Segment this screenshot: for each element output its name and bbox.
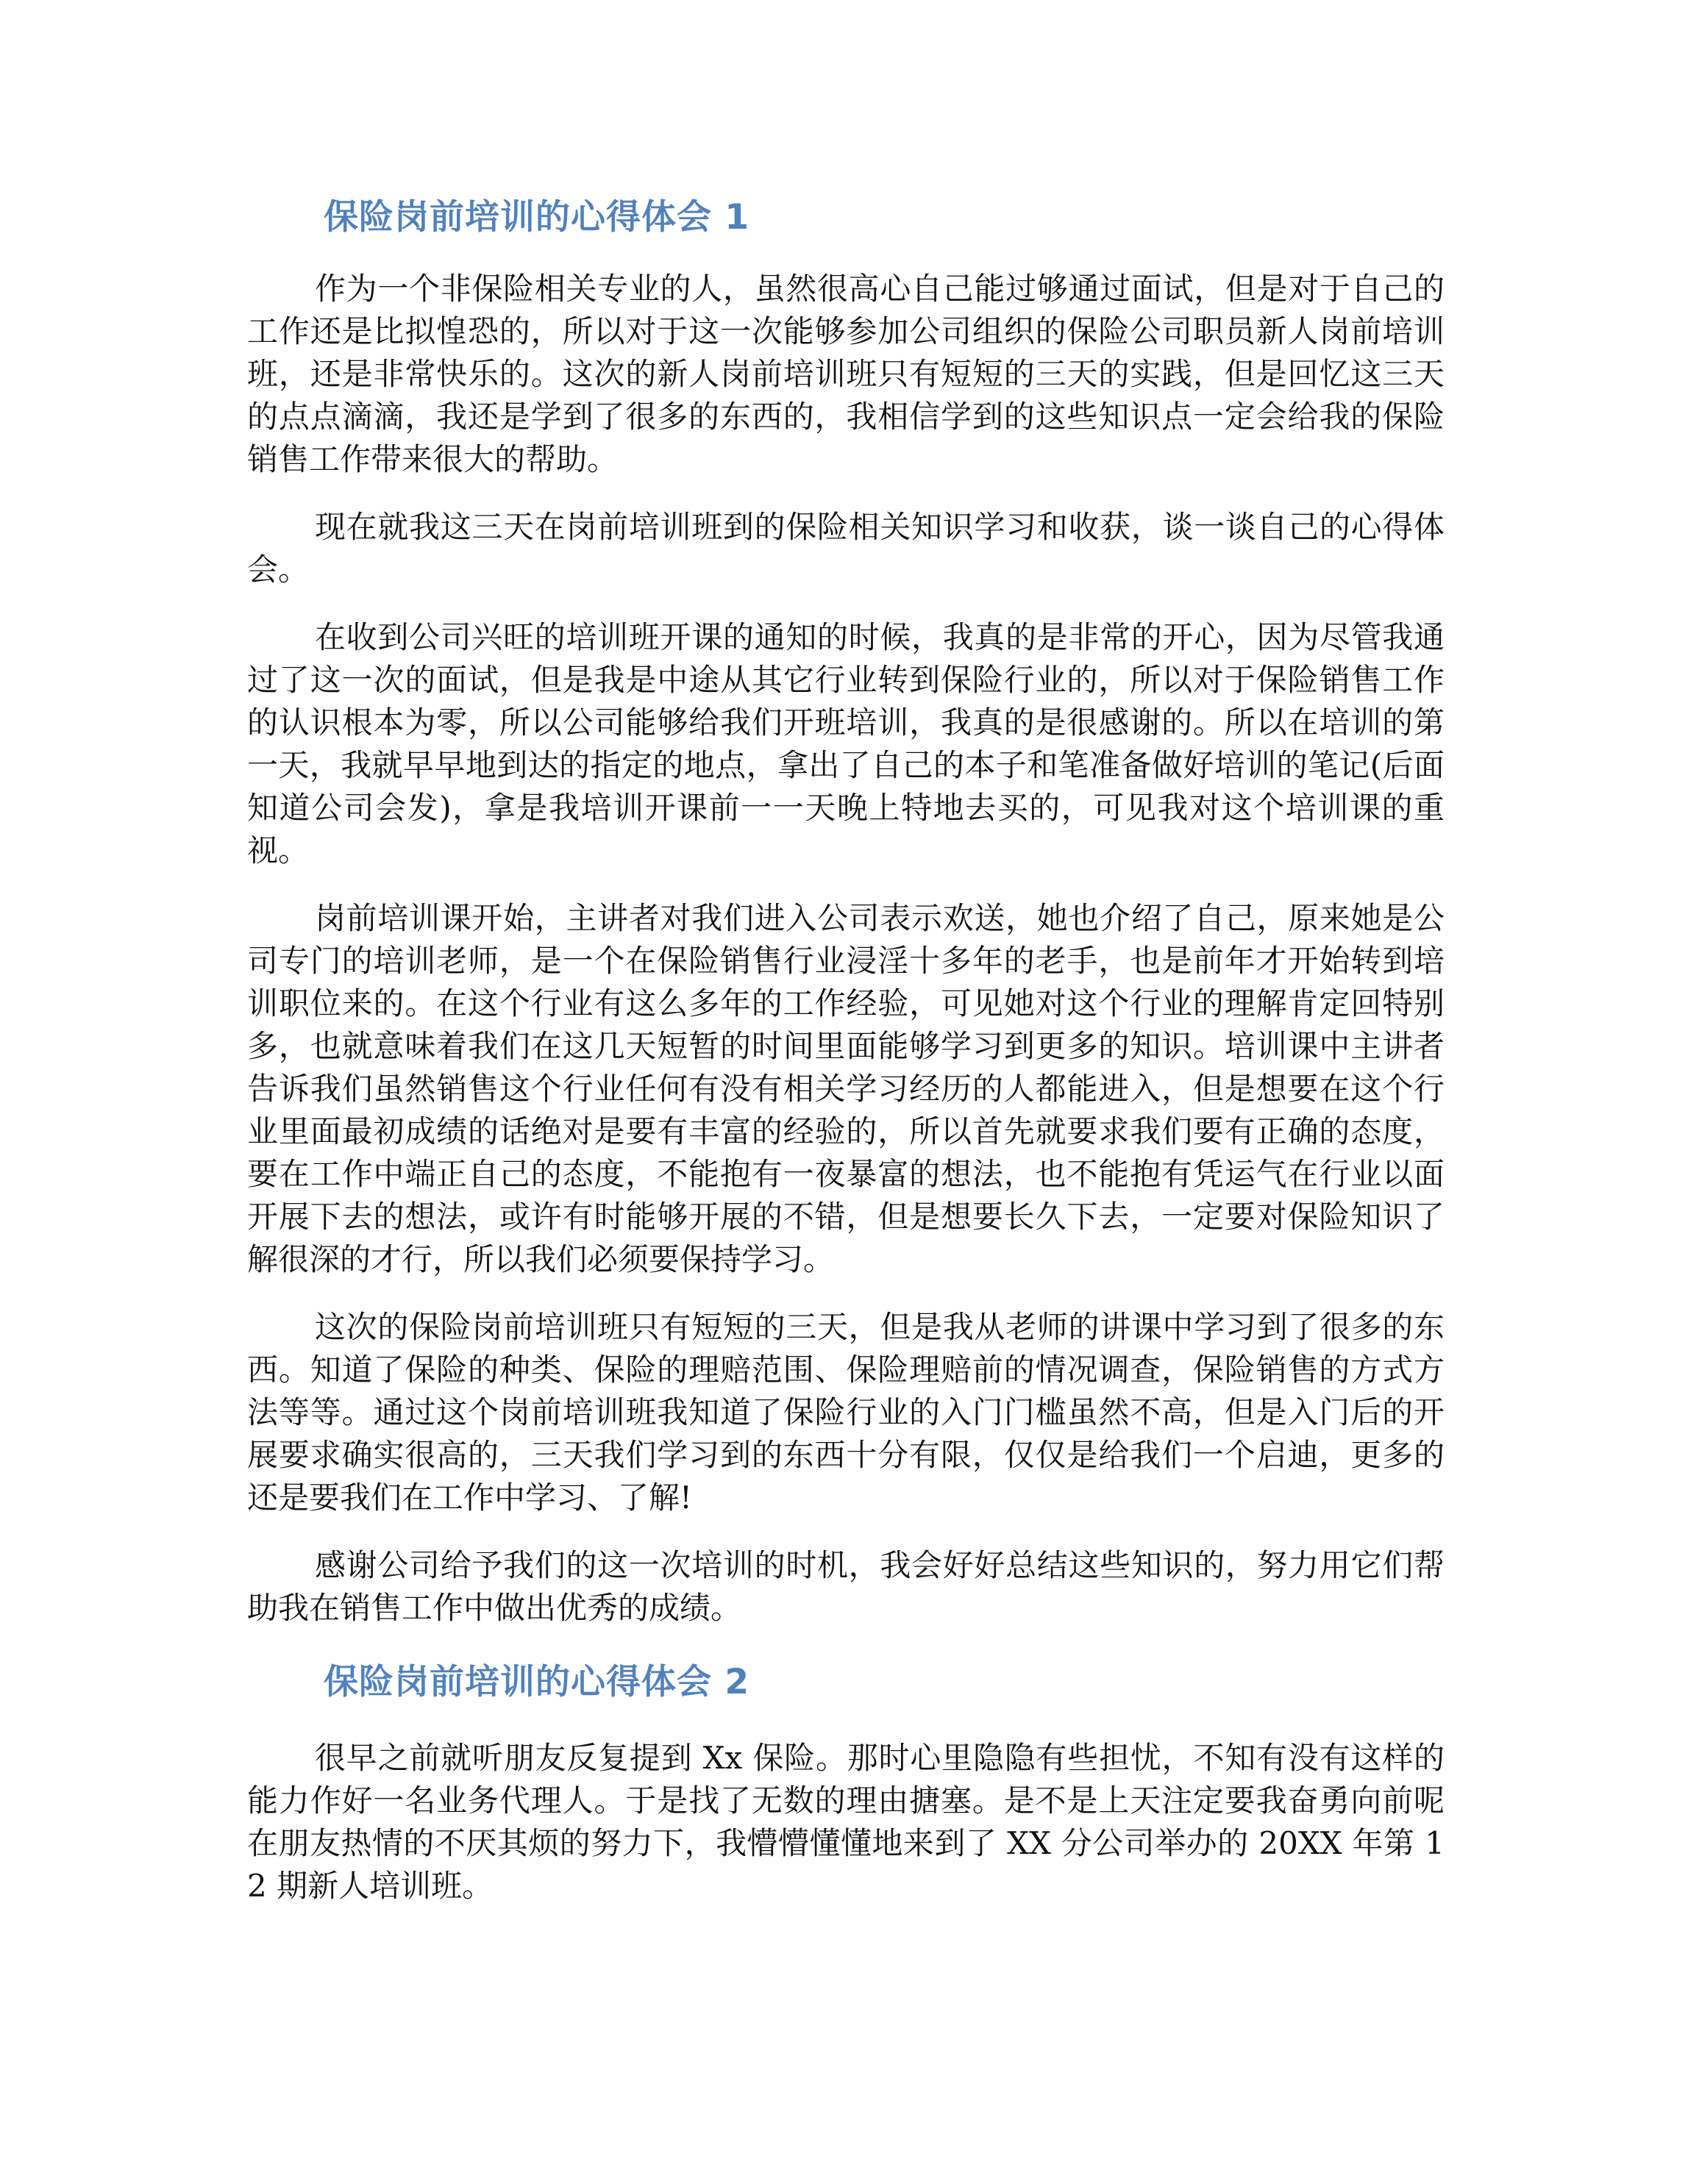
document-body <box>247 190 1476 1933</box>
paragraph: 作为一个非保险相关专业的人，虽然很高心自己能过够通过面试，但是对于自己的工作还是比拟惶恐的，所以对于这一次能够参加公司组织的保险公司职员新人岗前培训班，还是非常快乐的。这次的新人岗前培训班只有短短的三天的实践，但是回忆这三天的点点滴滴，我还是学到了很多的东西的，我相信学到的这些知识点一定会给我的保险销售工作带来很大的帮助。 <box>247 271 1445 477</box>
paragraph: 这次的保险岗前培训班只有短短的三天，但是我从老师的讲课中学习到了很多的东西。知道了保险的种类、保险的理赔范围、保险理赔前的情况调查，保险销售的方式方法等等。通过这个岗前培训班我知道了保险行业的入门门槛虽然不高，但是入门后的开展要求确实很高的，三天我们学习到的东西十分有限，仅仅是给我们一个启迪，更多的还是要我们在工作中学习、了解! <box>247 1309 1445 1516</box>
paragraph: 很早之前就听朋友反复提到 Xx 保险。那时心里隐隐有些担忧，不知有没有这样的能力作好一名业务代理人。于是找了无数的理由搪塞。是不是上天注定要我奋勇向前呢 在朋友热情的不厌其烦的努力下，我懵懵懂懂地来到了 XX 分公司举办的 20XX 年第 12 期新人培训班。 <box>247 1740 1476 1904</box>
paragraph: 现在就我这三天在岗前培训班到的保险相关知识学习和收获，谈一谈自己的心得体会。 <box>247 509 1445 588</box>
paragraph: 岗前培训课开始，主讲者对我们进入公司表示欢送，她也介绍了自己，原来她是公司专门的培训老师，是一个在保险销售行业浸淫十多年的老手，也是前年才开始转到培训职位来的。在这个行业有这么多年的工作经验，可见她对这个行业的理解肯定回特别多，也就意味着我们在这几天短暂的时间里面能够学习到更多的知识。培训课中主讲者告诉我们虽然销售这个行业任何有没有相关学习经历的人都能进入，但是想要在这个行业里面最初成绩的话绝对是要有丰富的经验的，所以首先就要求我们要有正确的态度，要在工作中端正自己的态度，不能抱有一夜暴富的想法，也不能抱有凭运气在行业以面开展下去的想法，或许有时能够开展的不错，但是想要长久下去，一定要对保险知识了解很深的才行，所以我们必须要保持学习。 <box>247 900 1445 1277</box>
paragraph: 在收到公司兴旺的培训班开课的通知的时候，我真的是非常的开心，因为尽管我通过了这一次的面试，但是我是中途从其它行业转到保险行业的，所以对于保险销售工作的认识根本为零，所以公司能够给我们开班培训，我真的是很感谢的。所以在培训的第一天，我就早早地到达的指定的地点，拿出了自己的本子和笔准备做好培训的笔记(后面知道公司会发)，拿是我培训开课前一一天晚上特地去买的，可见我对这个培训课的重视。 <box>247 619 1445 868</box>
section-title-1: 保险岗前培训的心得体会 1 <box>324 197 750 238</box>
paragraph: 感谢公司给予我们的这一次培训的时机，我会好好总结这些知识的，努力用它们帮助我在销售工作中做出优秀的成绩。 <box>247 1547 1445 1626</box>
section-title-2: 保险岗前培训的心得体会 2 <box>324 1662 750 1702</box>
